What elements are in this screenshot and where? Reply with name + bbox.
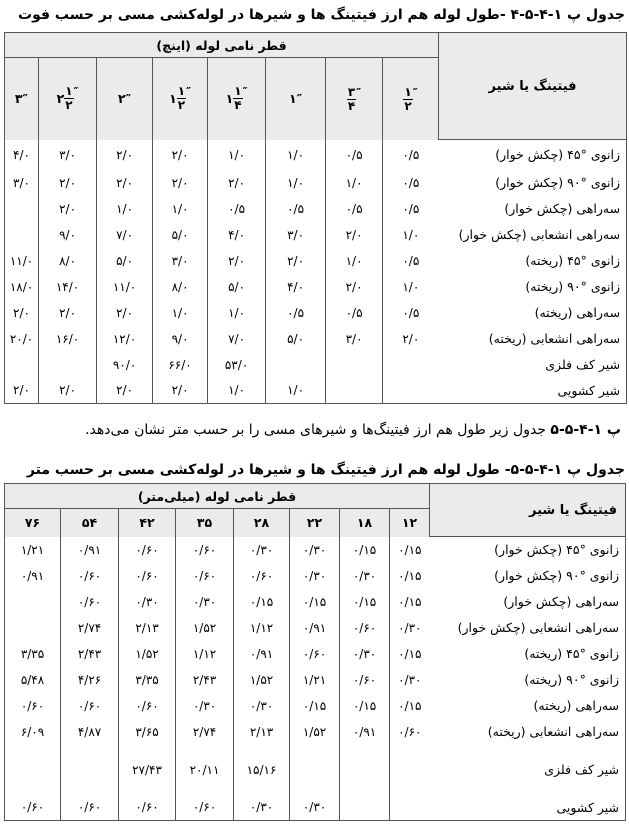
table2-value-cell: ۱/۱۲ (234, 615, 290, 641)
table2-value-cell: ۰/۶۰ (176, 563, 234, 589)
table1-value-cell: ۱/۰ (266, 378, 326, 404)
table1-value-cell: ۵/۰ (266, 326, 326, 352)
table1-value-cell: ۲/۰ (208, 248, 266, 274)
table2-value-cell (5, 745, 61, 795)
table1-value-cell: ۱/۰ (153, 300, 208, 326)
table2-fitting-label: زانوی °۹۰ (ریخته) (430, 667, 626, 693)
table1-value-cell: ۲/۰ (97, 170, 153, 196)
table2-value-cell: ۰/۶۰ (61, 693, 119, 719)
table1-value-cell: ۱۶/۰ (39, 326, 97, 352)
size-label: ۳″ (14, 91, 29, 107)
table1-value-cell (5, 222, 39, 248)
table1-fitting-label: زانوی °۴۵ (ریخته) (439, 248, 627, 274)
section-note (85, 421, 621, 439)
table2-value-cell: ۰/۳۰ (390, 667, 430, 693)
table2-value-cell: ۱/۲۱ (290, 667, 340, 693)
table2-value-cell: ۰/۹۱ (61, 537, 119, 563)
table2-fitting-label: زانوی °۴۵ (چکش خوار) (430, 537, 626, 563)
table2-value-cell: ۰/۶۰ (234, 563, 290, 589)
table1-value-cell: ۱/۰ (266, 140, 326, 170)
table1-size-header (153, 58, 208, 140)
table2-value-cell: ۰/۳۰ (340, 641, 390, 667)
size-label (169, 85, 191, 112)
table1-value-cell: ۹/۰ (39, 222, 97, 248)
table2-row (5, 615, 626, 641)
table1-value-cell (383, 378, 439, 404)
table1-value-cell: ۳/۰ (5, 170, 39, 196)
inch-mark: ″ (186, 85, 191, 99)
size-denominator: ۲ (177, 98, 186, 113)
table2-value-cell: ۰/۱۵ (290, 693, 340, 719)
table2-value-cell: ۰/۳۰ (234, 537, 290, 563)
size-label (226, 85, 248, 112)
table1-value-cell: ۱۴/۰ (39, 274, 97, 300)
size-fraction (177, 85, 186, 112)
table1-value-cell: ۰/۵ (383, 196, 439, 222)
table2-value-cell: ۰/۱۵ (390, 589, 430, 615)
table1-title: جدول پ ۱-۴-۵-۴ -طول لوله هم ارز فیتینگ ها و شیرها در لوله‌کشی مسی بر حسب فوت (18, 7, 625, 23)
table1-value-cell: ۷/۰ (208, 326, 266, 352)
table2-fitting-label: سه‌راهی انشعابی (چکش خوار) (430, 615, 626, 641)
table1-value-cell: ۸/۰ (153, 274, 208, 300)
size-denominator: ۲ (404, 99, 412, 114)
size-numerator: ۱ (234, 84, 242, 99)
table2-value-cell: ۰/۳۰ (119, 589, 176, 615)
table1-value-cell: ۲/۰ (383, 326, 439, 352)
table1-value-cell: ۵۳/۰ (208, 352, 266, 378)
table2-value-cell: ۰/۶۰ (119, 795, 176, 821)
table2-size-header: ۲۸ (234, 509, 290, 537)
table2-value-cell: ۰/۶۰ (176, 537, 234, 563)
table2-value-cell: ۲/۱۳ (119, 615, 176, 641)
table2-row (5, 563, 626, 589)
table1-value-cell: ۰/۵ (326, 196, 383, 222)
table2-value-cell: ۱/۵۲ (234, 667, 290, 693)
table2-value-cell: ۰/۳۰ (290, 563, 340, 589)
size-fraction (347, 86, 356, 113)
table2-value-cell (390, 745, 430, 795)
table1-fitting-label: سه‌راهی انشعابی (ریخته) (439, 326, 627, 352)
table1-row (5, 222, 627, 248)
table2-value-cell (290, 745, 340, 795)
table2-value-cell: ۰/۶۰ (119, 693, 176, 719)
table2-value-cell: ۰/۱۵ (340, 693, 390, 719)
table2-row (5, 719, 626, 745)
table1-value-cell: ۲/۰ (97, 140, 153, 170)
table2-size-header: ۱۸ (340, 509, 390, 537)
table1-row (5, 378, 627, 404)
table2-value-cell: ۰/۶۰ (61, 795, 119, 821)
table1-value-cell: ۲/۰ (326, 222, 383, 248)
table1-value-cell: ۰/۵ (326, 300, 383, 326)
size-label: ۲″ (117, 91, 132, 107)
table1-size-header (39, 58, 97, 140)
table1-value-cell: ۲/۰ (5, 300, 39, 326)
table2-value-cell: ۱/۵۲ (290, 719, 340, 745)
table2-row (5, 795, 626, 821)
size-fraction (64, 85, 73, 112)
size-whole: ۱ (169, 91, 177, 107)
size-denominator: ۴ (234, 98, 242, 113)
table2-value-cell: ۰/۶۰ (5, 693, 61, 719)
table1-value-cell: ۱/۰ (208, 378, 266, 404)
table1-value-cell: ۲/۰ (39, 170, 97, 196)
table2-row (5, 589, 626, 615)
table2-value-cell: ۰/۶۰ (5, 795, 61, 821)
table2-value-cell: ۰/۶۰ (340, 667, 390, 693)
table2-value-cell: ۰/۶۰ (119, 537, 176, 563)
table2-value-cell: ۱/۵۲ (176, 615, 234, 641)
table1-value-cell: ۱/۰ (266, 170, 326, 196)
table2-value-cell: ۲/۴۳ (61, 641, 119, 667)
table2-value-cell: ۰/۳۰ (390, 615, 430, 641)
table2-size-header: ۱۲ (390, 509, 430, 537)
table2-value-cell: ۰/۶۰ (290, 641, 340, 667)
table2-value-cell: ۲۰/۱۱ (176, 745, 234, 795)
table1-value-cell (266, 352, 326, 378)
table1-value-cell (39, 352, 97, 378)
table1-value-cell: ۰/۵ (383, 248, 439, 274)
table2-value-cell: ۰/۹۱ (234, 641, 290, 667)
table1-value-cell: ۲/۰ (5, 378, 39, 404)
table2-value-cell: ۱۵/۱۶ (234, 745, 290, 795)
size-numerator: ۱ (404, 85, 412, 100)
table2-size-header: ۳۵ (176, 509, 234, 537)
table1-value-cell: ۶۶/۰ (153, 352, 208, 378)
table1-row (5, 274, 627, 300)
table1-value-cell: ۴/۰ (266, 274, 326, 300)
table2-value-cell: ۰/۱۵ (290, 589, 340, 615)
table1-value-cell: ۱/۰ (208, 300, 266, 326)
table1-size-header (326, 58, 383, 140)
table1-value-cell: ۲/۰ (97, 300, 153, 326)
table2-value-cell: ۴/۲۶ (61, 667, 119, 693)
table1-size-header (208, 58, 266, 140)
table2-value-cell: ۰/۱۵ (390, 537, 430, 563)
size-denominator: ۲ (65, 98, 73, 113)
table1-value-cell: ۱/۰ (208, 140, 266, 170)
table2-value-cell: ۰/۱۵ (234, 589, 290, 615)
table2-row (5, 693, 626, 719)
table1-value-cell: ۲۰/۰ (5, 326, 39, 352)
table2-fitting-header: فیتینگ یا شیر (430, 484, 626, 537)
table2-value-cell: ۲/۴۳ (176, 667, 234, 693)
table1-value-cell: ۲/۰ (97, 378, 153, 404)
size-whole: ۲ (56, 91, 65, 107)
table2-row (5, 745, 626, 795)
size-label (57, 85, 79, 112)
table2-value-cell: ۰/۱۵ (390, 693, 430, 719)
table1-fitting-label: زانوی °۹۰ (چکش خوار) (439, 170, 627, 196)
table1-row (5, 248, 627, 274)
table1-value-cell: ۸/۰ (39, 248, 97, 274)
table2-value-cell: ۰/۳۰ (290, 537, 340, 563)
table1-size-group-header: قطر نامی لوله (اینچ) (5, 33, 439, 58)
table2-value-cell: ۰/۱۵ (390, 641, 430, 667)
table2-value-cell (340, 745, 390, 795)
table2-value-cell: ۴/۸۷ (61, 719, 119, 745)
table1-value-cell: ۲/۰ (266, 248, 326, 274)
inch-mark: ″ (356, 86, 362, 100)
table2-row (5, 537, 626, 563)
table2-value-cell: ۰/۶۰ (61, 589, 119, 615)
table2-fitting-label: سه‌راهی (ریخته) (430, 693, 626, 719)
inch-mark: ″ (242, 85, 248, 99)
table1-value-cell: ۴/۰ (208, 222, 266, 248)
table1-value-cell: ۵/۰ (97, 248, 153, 274)
table1-row (5, 352, 627, 378)
table1-value-cell: ۳/۰ (326, 326, 383, 352)
table2-value-cell: ۰/۳۰ (234, 693, 290, 719)
table1-value-cell: ۱۸/۰ (5, 274, 39, 300)
table2-fitting-label: زانوی °۹۰ (چکش خوار) (430, 563, 626, 589)
table2-value-cell: ۰/۹۱ (290, 615, 340, 641)
size-label (403, 86, 417, 113)
size-numerator: ۱ (65, 84, 73, 99)
table1-value-cell: ۱/۰ (153, 196, 208, 222)
table1-value-cell: ۹۰/۰ (97, 352, 153, 378)
table2-value-cell: ۱/۱۲ (176, 641, 234, 667)
table1-row (5, 300, 627, 326)
table2-size-header: ۷۶ (5, 509, 61, 537)
table2-size-group-header: قطر نامی لوله (میلی‌متر) (5, 484, 430, 509)
table1-value-cell (326, 352, 383, 378)
table2-title: جدول پ ۱-۴-۵-۵- طول لوله هم ارز فیتینگ ها و شیرها در لوله‌کشی مسی بر حسب متر (26, 462, 625, 478)
table2-value-cell (5, 615, 61, 641)
table1-value-cell (326, 378, 383, 404)
table1-value-cell: ۲/۰ (153, 378, 208, 404)
table1-row (5, 170, 627, 196)
table1-value-cell: ۰/۵ (266, 300, 326, 326)
table1-value-cell: ۱/۰ (326, 248, 383, 274)
table2-size-header: ۴۲ (119, 509, 176, 537)
table2-value-cell: ۰/۳۰ (234, 795, 290, 821)
table1-value-cell: ۰/۵ (326, 140, 383, 170)
note-number: پ ۱-۴-۵-۵ (550, 422, 621, 438)
table1-fitting-label: شیر کف فلزی (439, 352, 627, 378)
size-numerator: ۱ (177, 84, 186, 99)
table2-fitting-label: زانوی °۴۵ (ریخته) (430, 641, 626, 667)
table1-fitting-label: شیر کشویی (439, 378, 627, 404)
table1-size-header (266, 58, 326, 140)
inch-mark: ″ (412, 86, 418, 100)
table2-value-cell (390, 795, 430, 821)
table1-value-cell: ۵/۰ (208, 274, 266, 300)
table1-value-cell (383, 352, 439, 378)
table1-fitting-header: فیتینگ یا شیر (439, 33, 627, 140)
table2-fitting-label: شیر کشویی (430, 795, 626, 821)
table2-value-cell: ۰/۳۰ (176, 693, 234, 719)
table1-value-cell: ۷/۰ (97, 222, 153, 248)
table1-value-cell: ۱/۰ (383, 274, 439, 300)
table1-fitting-label: سه‌راهی انشعابی (چکش خوار) (439, 222, 627, 248)
table2-value-cell: ۶/۰۹ (5, 719, 61, 745)
table1-fitting-label: زانوی °۴۵ (چکش خوار) (439, 140, 627, 170)
size-numerator: ۳ (347, 85, 356, 100)
table1-value-cell: ۱/۰ (97, 196, 153, 222)
table1-fitting-label: زانوی °۹۰ (ریخته) (439, 274, 627, 300)
table2-row (5, 641, 626, 667)
table1-value-cell: ۲/۰ (39, 300, 97, 326)
table2-value-cell: ۰/۶۰ (61, 563, 119, 589)
table2-value-cell: ۰/۶۰ (340, 615, 390, 641)
table2-value-cell: ۱/۲۱ (5, 537, 61, 563)
table2-fitting-label: شیر کف فلزی (430, 745, 626, 795)
table2-row (5, 667, 626, 693)
table2-value-cell: ۵/۴۸ (5, 667, 61, 693)
table1-value-cell (5, 196, 39, 222)
table1-value-cell: ۱/۰ (326, 170, 383, 196)
table1-value-cell: ۱۱/۰ (5, 248, 39, 274)
table1-value-cell: ۱/۰ (383, 222, 439, 248)
table2-size-header: ۵۴ (61, 509, 119, 537)
table2-value-cell (61, 745, 119, 795)
table2-size-header: ۲۲ (290, 509, 340, 537)
table2-value-cell: ۲۷/۴۳ (119, 745, 176, 795)
table1-value-cell: ۲/۰ (208, 170, 266, 196)
table1-value-cell: ۲/۰ (153, 170, 208, 196)
table2-value-cell: ۰/۱۵ (340, 537, 390, 563)
table2-value-cell: ۲/۷۴ (61, 615, 119, 641)
table2-value-cell (340, 795, 390, 821)
table1-value-cell: ۱۱/۰ (97, 274, 153, 300)
table1-value-cell: ۰/۵ (208, 196, 266, 222)
size-fraction (403, 86, 412, 113)
size-fraction (233, 85, 242, 112)
table1-value-cell: ۰/۵ (383, 300, 439, 326)
note-text: جدول زیر طول هم ارز فیتینگ‌ها و شیرهای مسی را بر حسب متر نشان می‌دهد. (85, 422, 551, 438)
table1-value-cell: ۳/۰ (39, 140, 97, 170)
table2-value-cell: ۳/۳۵ (5, 641, 61, 667)
inch-mark: ″ (73, 85, 79, 99)
table2-value-cell: ۰/۶۰ (390, 719, 430, 745)
table2-value-cell: ۰/۶۰ (176, 795, 234, 821)
table1-value-cell: ۳/۰ (266, 222, 326, 248)
table2-value-cell: ۰/۱۵ (340, 589, 390, 615)
table2-value-cell: ۰/۳۰ (176, 589, 234, 615)
table1-value-cell (5, 352, 39, 378)
table1-size-header (97, 58, 153, 140)
table1-row (5, 140, 627, 170)
size-whole: ۱ (225, 91, 234, 107)
table2-value-cell: ۳/۳۵ (119, 667, 176, 693)
table2-value-cell: ۰/۶۰ (119, 563, 176, 589)
table1-row (5, 196, 627, 222)
size-denominator: ۴ (347, 99, 356, 114)
table1-value-cell: ۰/۵ (383, 170, 439, 196)
table1-value-cell: ۲/۰ (326, 274, 383, 300)
table1-fitting-label: سه‌راهی (چکش خوار) (439, 196, 627, 222)
table1 (4, 32, 627, 404)
table1-value-cell: ۲/۰ (153, 140, 208, 170)
table1-value-cell: ۳/۰ (153, 248, 208, 274)
table2-value-cell: ۳/۶۵ (119, 719, 176, 745)
table2-fitting-label: سه‌راهی انشعابی (ریخته) (430, 719, 626, 745)
table2-value-cell: ۰/۱۵ (390, 563, 430, 589)
size-label (347, 86, 361, 113)
table1-row (5, 326, 627, 352)
table2-fitting-label: سه‌راهی (چکش خوار) (430, 589, 626, 615)
table2-value-cell: ۰/۳۰ (340, 563, 390, 589)
table1-fitting-label: سه‌راهی (ریخته) (439, 300, 627, 326)
table1-value-cell: ۵/۰ (153, 222, 208, 248)
table2 (4, 483, 626, 821)
table2-value-cell: ۲/۷۴ (176, 719, 234, 745)
table2-value-cell: ۰/۳۰ (290, 795, 340, 821)
table1-value-cell: ۴/۰ (5, 140, 39, 170)
table2-value-cell (5, 589, 61, 615)
table1-value-cell: ۰/۵ (383, 140, 439, 170)
table1-size-header (5, 58, 39, 140)
size-label: ۱″ (288, 91, 303, 107)
table2-value-cell: ۲/۱۳ (234, 719, 290, 745)
table2-value-cell: ۱/۵۲ (119, 641, 176, 667)
table1-value-cell: ۹/۰ (153, 326, 208, 352)
table1-value-cell: ۲/۰ (39, 196, 97, 222)
table2-value-cell: ۰/۹۱ (340, 719, 390, 745)
table1-size-header (383, 58, 439, 140)
table2-value-cell: ۰/۹۱ (5, 563, 61, 589)
table1-value-cell: ۱۲/۰ (97, 326, 153, 352)
table1-value-cell: ۰/۵ (266, 196, 326, 222)
table1-value-cell: ۲/۰ (39, 378, 97, 404)
